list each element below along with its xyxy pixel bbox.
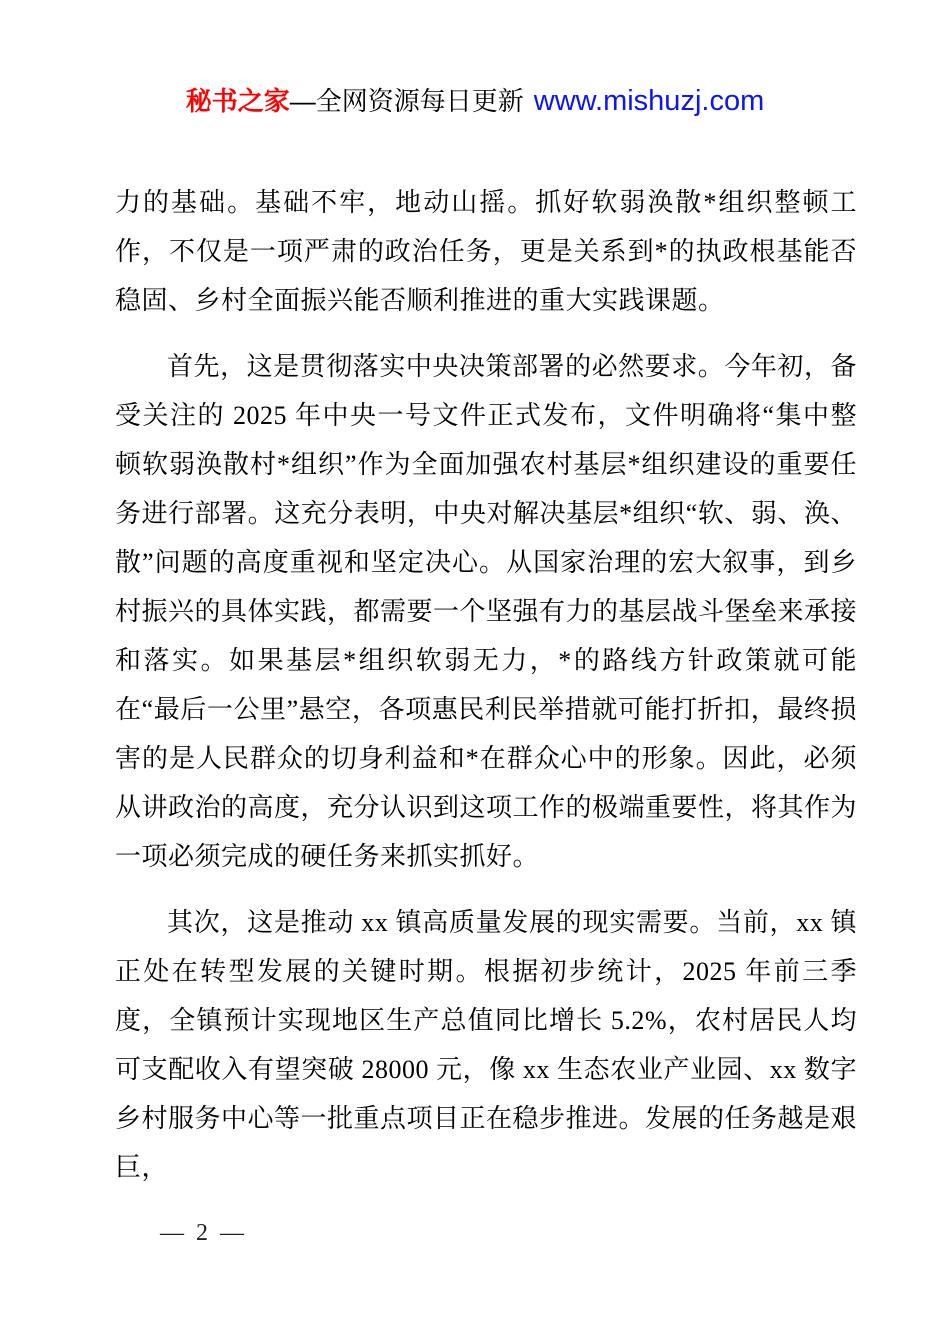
site-brand: 秘书之家: [185, 86, 290, 116]
site-tagline: —全网资源每日更新: [289, 86, 524, 116]
document-body: [115, 178, 857, 1209]
paragraph-continuation: 力的基础。基础不牢，地动山摇。抓好软弱涣散*组织整顿工作，不仅是一项严肃的政治任务，更是关系到*的执政根基能否稳固、乡村全面振兴能否顺利推进的重大实践课题。: [115, 188, 857, 315]
site-header: [0, 84, 950, 123]
page-number: — 2 —: [160, 1220, 247, 1246]
site-url-link[interactable]: www.mishuzj.com: [533, 85, 765, 117]
paragraph-first-point: 首先，这是贯彻落实中央决策部署的必然要求。今年初，备受关注的 2025 年中央一号文件正式发布，文件明确将“集中整顿软弱涣散村*组织”作为全面加强农村基层*组织建设的重要任务进行部署。这充分表明，中央对解决基层*组织“软、弱、涣、散”问题的高度重视和坚定决心。从国家治理的宏大叙事，到乡村振兴的具体实践，都需要一个坚强有力的基层战斗堡垒来承接和落实。如果基层*组织软弱无力，*的路线方针政策就可能在“最后一公里”悬空，各项惠民利民举措就可能打折扣，最终损害的是人民群众的切身利益和*在群众心中的形象。因此，必须从讲政治的高度，充分认识到这项工作的极端重要性，将其作为一项必须完成的硬任务来抓实抓好。: [115, 352, 858, 871]
paragraph-second-point: 其次，这是推动 xx 镇高质量发展的现实需要。当前，xx 镇正处在转型发展的关键时期。根据初步统计，2025 年前三季度，全镇预计实现地区生产总值同比增长 5.2%，农村居民人均可支配收入有望突破 28000 元，像 xx 生态农业产业园、xx 数字乡村服务中心等一批重点项目正在稳步推进。发展的任务越是艰巨，: [115, 908, 858, 1182]
page-footer: [160, 1220, 247, 1247]
